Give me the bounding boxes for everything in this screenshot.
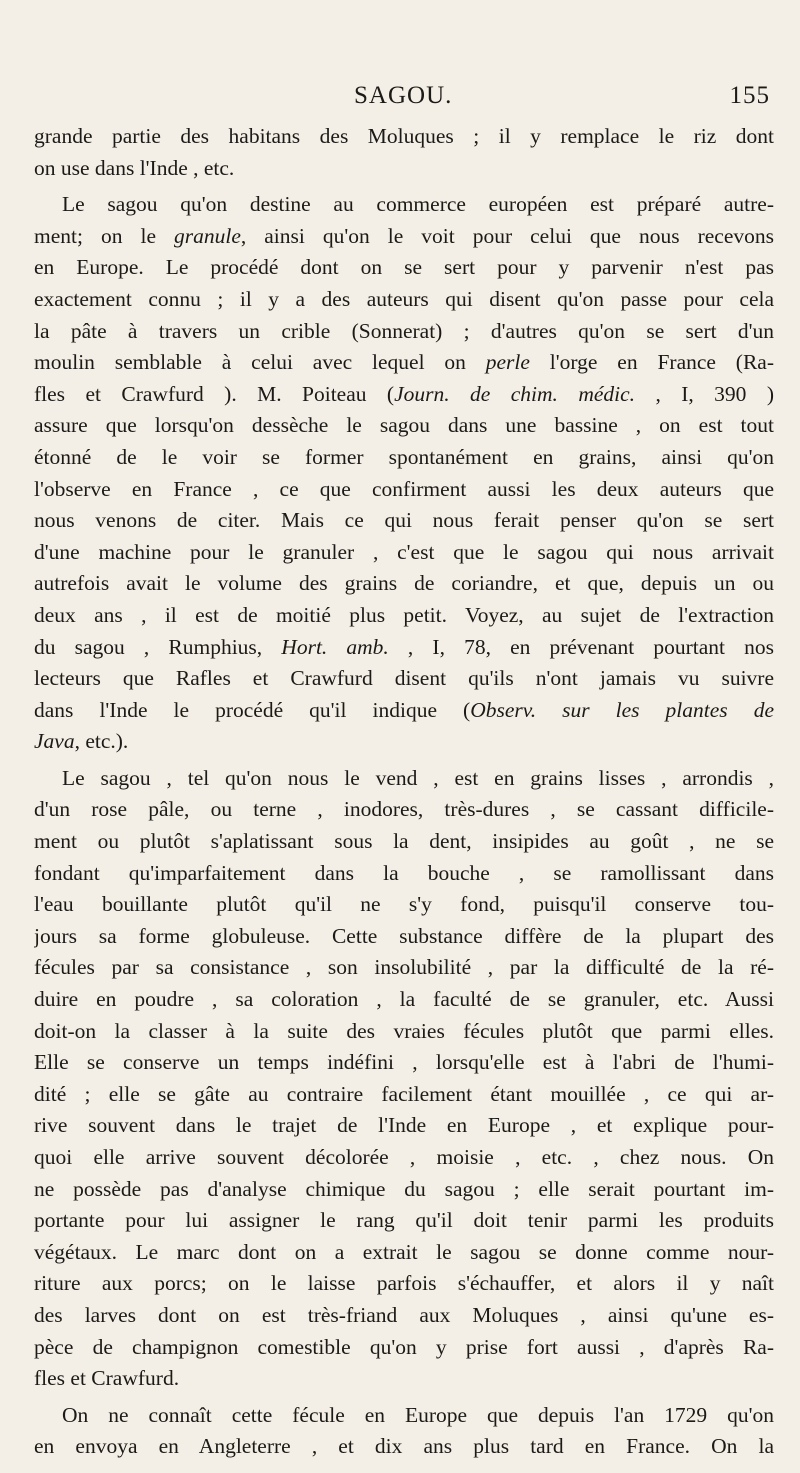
text-line [34, 442, 774, 474]
text-line [34, 1142, 774, 1174]
text-line [34, 726, 774, 758]
text-line [34, 221, 774, 253]
text-line [34, 153, 774, 185]
text-span: , I, 78, en prévenant pourtant nos [388, 634, 774, 659]
text-line [34, 537, 774, 569]
text-span: fondant qu'imparfaitement dans la bouche , se ramollissant dans [34, 860, 774, 885]
text-span: Le sagou , tel qu'on nous le vend , est en grains lisses , arrondis , [62, 765, 774, 790]
text-span: l'observe en France , ce que confirment aussi les deux auteurs que [34, 476, 774, 501]
text-line [34, 1079, 774, 1111]
text-span: pèce de champignon comestible qu'on y prise fort aussi , d'après Ra- [34, 1334, 774, 1359]
paragraph [34, 1400, 774, 1463]
text-span: lecteurs que Rafles et Crawfurd disent qu'ils n'ont jamais vu suivre [34, 666, 774, 691]
text-span: , ainsi qu'on le voit pour celui que nous recevons [240, 223, 774, 248]
text-line [34, 858, 774, 890]
text-line [34, 984, 774, 1016]
text-span: Elle se conserve un temps indéfini , lorsqu'elle est à l'abri de l'humi- [34, 1050, 774, 1075]
text-line [34, 568, 774, 600]
text-span: ment ou plutôt s'aplatissant sous la dent, insipides au goût , ne se [34, 829, 774, 854]
text-span: fles et Crawfurd. [34, 1366, 180, 1391]
text-span: ment; on le [34, 223, 174, 248]
italic-text: Hort. amb. [281, 634, 389, 659]
text-line [34, 695, 774, 727]
text-span: rive souvent dans le trajet de l'Inde en Europe , et explique pour- [34, 1113, 774, 1138]
text-span: en Europe. Le procédé dont on se sert pour y parvenir n'est pas [34, 255, 774, 280]
running-title: SAGOU. [354, 82, 453, 109]
page-header [34, 82, 770, 116]
text-span: portante pour lui assigner le rang qu'il doit tenir parmi les produits [34, 1208, 774, 1233]
text-span: doit-on la classer à la suite des vraies fécules plutôt que parmi elles. [34, 1018, 774, 1043]
text-line [34, 663, 774, 695]
text-line [34, 284, 774, 316]
text-line [34, 632, 774, 664]
text-line [34, 921, 774, 953]
text-line [34, 505, 774, 537]
text-span: fécules par sa consistance , son insolubilité , par la difficulté de la ré- [34, 955, 774, 980]
text-span: la pâte à travers un crible (Sonnerat) ; d'autres qu'on se sert d'un [34, 318, 774, 343]
text-span: d'une machine pour le granuler , c'est que le sagou qui nous arrivait [34, 539, 774, 564]
text-span: deux ans , il est de moitié plus petit. Voyez, au sujet de l'extraction [34, 602, 774, 627]
text-span: en envoya en Angleterre , et dix ans plus tard en France. On la [34, 1434, 774, 1459]
text-line [34, 121, 774, 153]
text-line [34, 600, 774, 632]
text-span: dans l'Inde le procédé qu'il indique ( [34, 697, 471, 722]
text-span: des larves dont on est très-friand aux Moluques , ainsi qu'une es- [34, 1302, 774, 1327]
text-span: exactement connu ; il y a des auteurs qui disent qu'on passe pour cela [34, 286, 774, 311]
text-line [34, 794, 774, 826]
text-span: assure que lorsqu'on dessèche le sagou dans une bassine , on est tout [34, 413, 774, 438]
italic-text: granule [174, 223, 241, 248]
text-span: , etc.). [74, 729, 129, 754]
text-line [34, 1268, 774, 1300]
text-span: , I, 390 ) [635, 381, 774, 406]
paragraph [34, 121, 774, 184]
text-span: fles et Crawfurd ). M. Poiteau ( [34, 381, 395, 406]
text-line [34, 316, 774, 348]
text-span: jours sa forme globuleuse. Cette substance diffère de la plupart des [34, 923, 774, 948]
text-span: ne possède pas d'analyse chimique du sagou ; elle serait pourtant im- [34, 1176, 774, 1201]
text-span: Le sagou qu'on destine au commerce européen est préparé autre- [62, 192, 774, 217]
text-span: végétaux. Le marc dont on a extrait le sagou se donne comme nour- [34, 1239, 774, 1264]
text-line [34, 189, 774, 221]
text-line [34, 952, 774, 984]
text-span: d'un rose pâle, ou terne , inodores, très-dures , se cassant difficile- [34, 797, 774, 822]
text-line [34, 1237, 774, 1269]
text-span: du sagou , Rumphius, [34, 634, 282, 659]
text-line [34, 1400, 774, 1432]
text-line [34, 252, 774, 284]
text-span: grande partie des habitans des Moluques ; il y remplace le riz dont [34, 124, 774, 148]
text-span: on use dans l'Inde , etc. [34, 155, 235, 180]
text-line [34, 410, 774, 442]
text-span: duire en poudre , sa coloration , la faculté de se granuler, etc. Aussi [34, 987, 774, 1012]
text-line [34, 826, 774, 858]
text-line [34, 1332, 774, 1364]
text-span: dité ; elle se gâte au contraire facilement étant mouillée , ce qui ar- [34, 1081, 774, 1106]
text-span: l'orge en France (Ra- [529, 350, 774, 375]
text-span: moulin semblable à celui avec lequel on [34, 350, 486, 375]
text-span: riture aux porcs; on le laisse parfois s'échauffer, et alors il y naît [34, 1271, 774, 1296]
text-line [34, 1431, 774, 1463]
text-line [34, 474, 774, 506]
italic-text: Journ. de chim. médic. [394, 381, 636, 406]
paragraph [34, 189, 774, 758]
text-line [34, 1047, 774, 1079]
text-span: nous venons de citer. Mais ce qui nous ferait penser qu'on se sert [34, 508, 774, 533]
text-line [34, 1363, 774, 1395]
text-span: étonné de le voir se former spontanément en grains, ainsi qu'on [34, 444, 774, 469]
text-line [34, 763, 774, 795]
text-line [34, 347, 774, 379]
text-span: autrefois avait le volume des grains de coriandre, et que, depuis un ou [34, 571, 774, 596]
body-text [34, 121, 774, 1463]
paragraph [34, 763, 774, 1395]
text-span: On ne connaît cette fécule en Europe que depuis l'an 1729 qu'on [62, 1402, 774, 1427]
italic-text: Java [34, 729, 75, 754]
text-line [34, 1300, 774, 1332]
page-number: 155 [729, 82, 770, 109]
text-line [34, 1174, 774, 1206]
text-span: l'eau bouillante plutôt qu'il ne s'y fond, puisqu'il conserve tou- [34, 892, 774, 917]
text-line [34, 1205, 774, 1237]
text-line [34, 1110, 774, 1142]
italic-text: Observ. sur les plantes de [470, 697, 774, 722]
text-span: quoi elle arrive souvent décolorée , moisie , etc. , chez nous. On [34, 1145, 774, 1169]
text-line [34, 889, 774, 921]
text-line [34, 379, 774, 411]
text-line [34, 1016, 774, 1048]
italic-text: perle [485, 350, 530, 375]
